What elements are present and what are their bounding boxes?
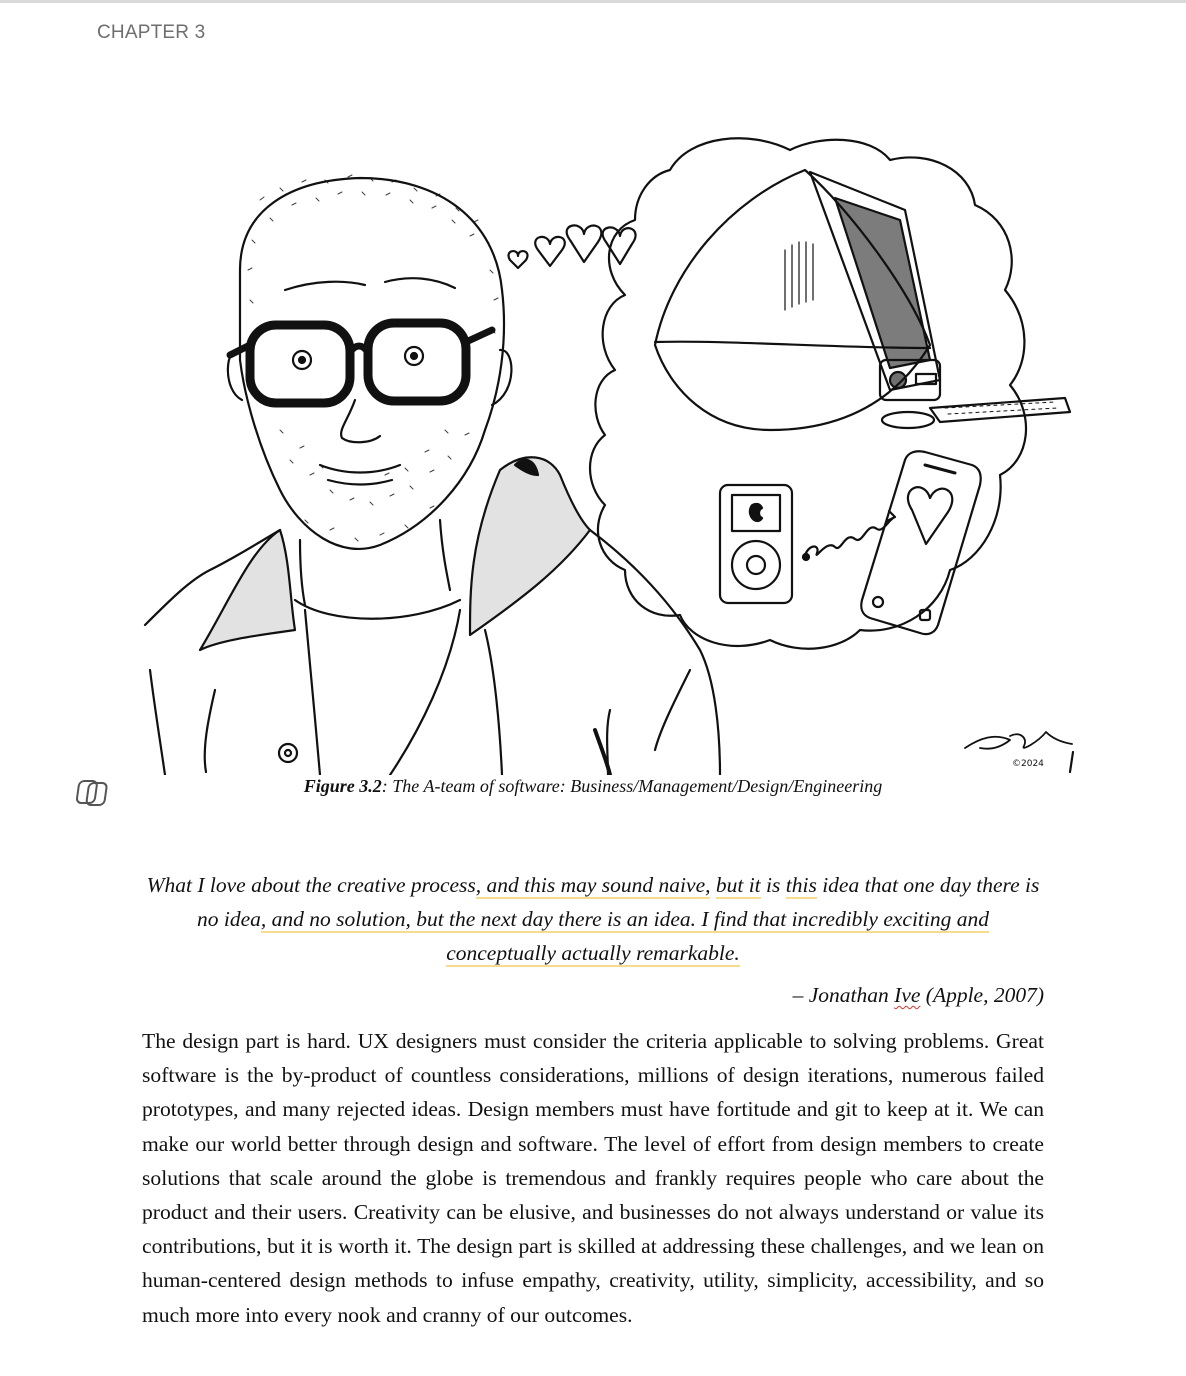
imac-drawing	[655, 170, 1070, 430]
text-cursor	[1070, 752, 1073, 772]
top-border	[0, 0, 1186, 3]
glasses-left-lens	[250, 325, 350, 403]
figure-illustration	[130, 130, 1080, 775]
glasses-right-lens	[368, 323, 466, 401]
iphone-drawing	[861, 451, 980, 634]
hair-stubble	[248, 175, 498, 541]
spellcheck-underline[interactable]: Ive	[894, 983, 921, 1007]
block-quote: What I love about the creative process, and this may sound naive, but it is this idea that one day there is no idea, and no solution, but the next day there is an idea. I find that incredibly exciting and conceptually actually remarkable.	[146, 873, 1040, 965]
thought-cloud	[590, 138, 1026, 648]
grammar-highlight: but it	[715, 873, 761, 897]
shirt-collar-right	[470, 457, 590, 635]
ipod-drawing	[720, 485, 792, 603]
figure-caption-text: : The A-team of software: Business/Management/Design/Engineering	[381, 776, 883, 796]
figure-caption	[0, 776, 1186, 797]
chapter-header: CHAPTER 3	[97, 22, 206, 43]
grammar-highlight: , and this may sound naive,	[475, 873, 711, 897]
quote-attribution: – Jonathan Ive (Apple, 2007)	[792, 983, 1044, 1007]
figure-caption-label: Figure 3.2	[303, 776, 382, 796]
signature-date: ©2024	[1012, 759, 1044, 769]
grammar-highlight: this	[785, 873, 817, 897]
grammar-highlight: , and no solution, but the next day there is an idea. I find that incredibly exciting and conceptually actually remarkable.	[260, 907, 989, 965]
artist-signature	[965, 732, 1072, 749]
body-paragraph: The design part is hard. UX designers must consider the criteria applicable to solving problems. Great software is the by-product of countless considerations, millions of design iterations, numerous failed prototypes, and many rejected ideas. Design members must have fortitude and git to keep at it. We can make our world better through design and software. The level of effort from design members to create solutions that scale around the globe is tremendous and frankly requires people who care about the product and their users. Creativity can be elusive, and businesses do not always understand or value its contributions, but it is worth it. The design part is skilled at addressing these challenges, and we lean on human-centered design methods to infuse empathy, creativity, utility, simplicity, accessibility, and so much more into every nook and cranny of our outcomes.	[142, 1029, 1044, 1327]
